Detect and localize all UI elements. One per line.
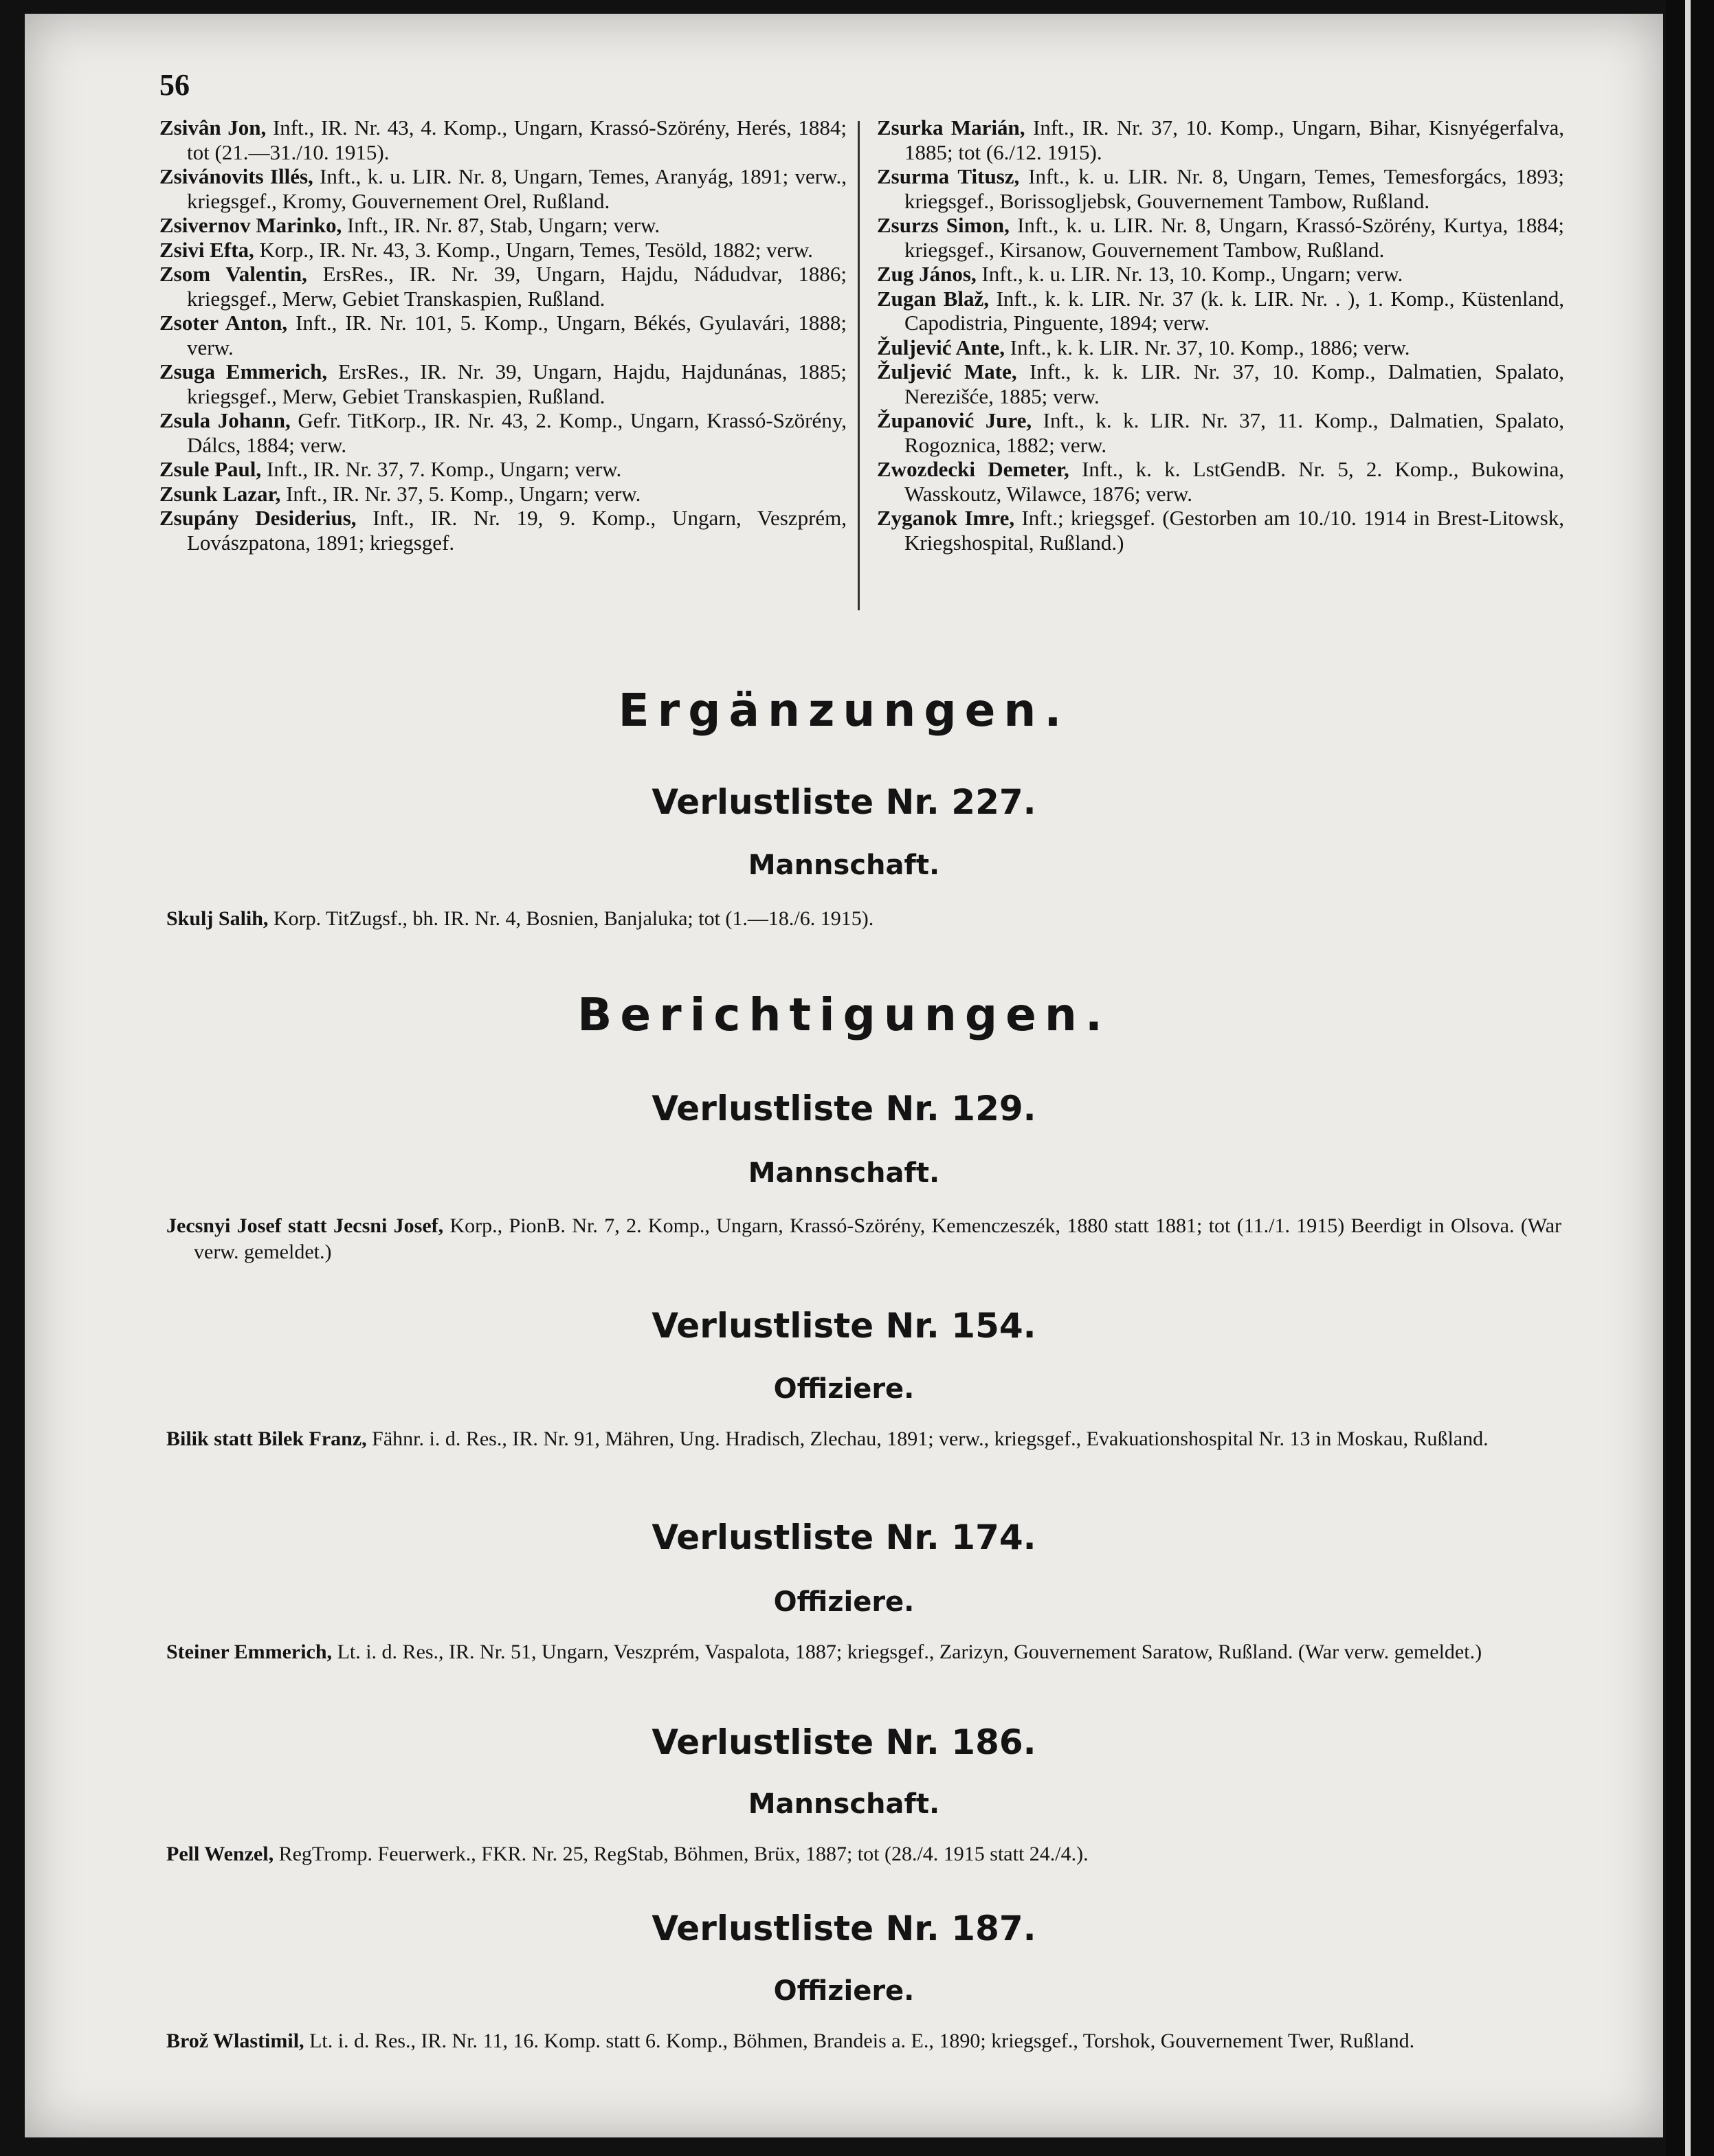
correction-entry: Brož Wlastimil, Lt. i. d. Res., IR. Nr. 11, 16. Komp. statt 6. Komp., Böhmen, Brandeis a. E., 1890; kriegsgef., Torshok, Gouvernement Twer, Rußland. — [166, 2030, 1415, 2052]
list-entry: Zugan Blaž, Inft., k. k. LIR. Nr. 37 (k. k. LIR. Nr. . ), 1. Komp., Küstenland, Capodistria, Pinguente, 1894; verw. — [877, 286, 1564, 335]
category-heading: Mannschaft. — [748, 849, 940, 881]
list-entry: Zsuga Emmerich, ErsRes., IR. Nr. 39, Ungarn, Hajdu, Hajdunánas, 1885; kriegsgef., Merw, Gebiet Transkaspien, Rußland. — [159, 359, 847, 408]
list-title-187: Verlustliste Nr. 187. — [652, 1909, 1036, 1948]
right-column — [877, 115, 1564, 555]
left-column — [159, 115, 847, 555]
list-title-154: Verlustliste Nr. 154. — [652, 1306, 1036, 1346]
list-entry: Zsurma Titusz, Inft., k. u. LIR. Nr. 8, Ungarn, Temes, Temesforgács, 1893; kriegsgef., Borissogljebsk, Gouvernement Tambow, Rußland. — [877, 164, 1565, 213]
list-entry: Žuljević Mate, Inft., k. k. LIR. Nr. 37, 10. Komp., Dalmatien, Spalato, Nerezišće, 1885; verw. — [877, 359, 1565, 408]
list-entry: Zsunk Lazar, Inft., IR. Nr. 37, 5. Komp., Ungarn; verw. — [159, 481, 641, 506]
list-entry: Zsoter Anton, Inft., IR. Nr. 101, 5. Komp., Ungarn, Békés, Gyulavári, 1888; verw. — [159, 311, 847, 359]
list-entry: Županović Jure, Inft., k. k. LIR. Nr. 37, 11. Komp., Dalmatien, Spalato, Rogoznica, 1882; verw. — [877, 408, 1564, 457]
category-heading: Mannschaft. — [748, 1157, 940, 1189]
category-heading: Offiziere. — [773, 1373, 915, 1405]
list-title-174: Verlustliste Nr. 174. — [652, 1518, 1036, 1557]
list-title-129: Verlustliste Nr. 129. — [652, 1089, 1036, 1129]
list-entry: Zsula Johann, Gefr. TitKorp., IR. Nr. 43, 2. Komp., Ungarn, Krassó-Szörény, Dálcs, 1884; verw. — [159, 408, 847, 457]
correction-entry: Skulj Salih, Korp. TitZugsf., bh. IR. Nr. 4, Bosnien, Banjaluka; tot (1.—18./6. 1915). — [166, 907, 874, 930]
list-entry: Zsivân Jon, Inft., IR. Nr. 43, 4. Komp., Ungarn, Krassó-Szörény, Herés, 1884; tot (21.—31./10. 1915). — [159, 115, 847, 164]
category-heading: Offiziere. — [773, 1586, 915, 1618]
correction-entry: Pell Wenzel, RegTromp. Feuerwerk., FKR. Nr. 25, RegStab, Böhmen, Brüx, 1887; tot (28./4. 1915 statt 24./4.). — [166, 1843, 1089, 1865]
list-entry: Žuljević Ante, Inft., k. k. LIR. Nr. 37, 10. Komp., 1886; verw. — [877, 335, 1410, 359]
section-title-ergaenzungen: Ergänzungen. — [618, 684, 1070, 737]
correction-entry: Jecsnyi Josef statt Jecsni Josef, Korp., PionB. Nr. 7, 2. Komp., Ungarn, Krassó-Szörény, Kemenczeszék, 1880 statt 1881; tot (11./1. 1915) Beerdigt in Olsova. (War verw. gemeldet.) — [166, 1214, 1562, 1263]
list-entry: Zsurka Marián, Inft., IR. Nr. 37, 10. Komp., Ungarn, Bihar, Kisnyégerfalva, 1885; tot (6./12. 1915). — [877, 115, 1564, 164]
scan-edge-line — [1685, 0, 1691, 2156]
column-divider — [858, 121, 860, 610]
section-title-berichtigungen: Berichtigungen. — [577, 988, 1111, 1041]
list-entry: Zyganok Imre, Inft.; kriegsgef. (Gestorben am 10./10. 1914 in Brest-Litowsk, Kriegshospital, Rußland.) — [877, 506, 1564, 555]
list-entry: Zsivánovits Illés, Inft., k. u. LIR. Nr. 8, Ungarn, Temes, Aranyág, 1891; verw., kriegsgef., Kromy, Gouvernement Orel, Rußland. — [159, 164, 847, 213]
list-entry: Zsom Valentin, ErsRes., IR. Nr. 39, Ungarn, Hajdu, Nádudvar, 1886; kriegsgef., Merw, Gebiet Transkaspien, Rußland. — [159, 262, 847, 311]
correction-entry: Steiner Emmerich, Lt. i. d. Res., IR. Nr. 51, Ungarn, Veszprém, Vaspalota, 1887; kriegsgef., Zarizyn, Gouvernement Saratow, Rußland. (War verw. gemeldet.) — [166, 1641, 1482, 1663]
category-heading: Offiziere. — [773, 1975, 915, 2007]
category-heading: Mannschaft. — [748, 1788, 940, 1820]
list-title-186: Verlustliste Nr. 186. — [652, 1722, 1036, 1762]
page-number: 56 — [159, 68, 190, 102]
list-entry: Zsivernov Marinko, Inft., IR. Nr. 87, Stab, Ungarn; verw. — [159, 213, 660, 237]
list-title-227: Verlustliste Nr. 227. — [652, 782, 1036, 822]
list-entry: Zwozdecki Demeter, Inft., k. k. LstGendB. Nr. 5, 2. Komp., Bukowina, Wasskoutz, Wilawce, 1876; verw. — [877, 457, 1564, 506]
list-entry: Zsurzs Simon, Inft., k. u. LIR. Nr. 8, Ungarn, Krassó-Szörény, Kurtya, 1884; kriegsgef., Kirsanow, Gouvernement Tambow, Rußland. — [877, 213, 1565, 262]
list-entry: Zsivi Efta, Korp., IR. Nr. 43, 3. Komp., Ungarn, Temes, Tesöld, 1882; verw. — [159, 237, 813, 262]
document-page — [25, 14, 1663, 2137]
list-entry: Zug János, Inft., k. u. LIR. Nr. 13, 10. Komp., Ungarn; verw. — [877, 262, 1403, 286]
list-entry: Zsupány Desiderius, Inft., IR. Nr. 19, 9. Komp., Ungarn, Veszprém, Lovászpatona, 1891; kriegsgef. — [159, 506, 847, 555]
list-entry: Zsule Paul, Inft., IR. Nr. 37, 7. Komp., Ungarn; verw. — [159, 457, 622, 481]
correction-entry: Bilik statt Bilek Franz, Fähnr. i. d. Res., IR. Nr. 91, Mähren, Ung. Hradisch, Zlechau, 1891; verw., kriegsgef., Evakuationshospital Nr. 13 in Moskau, Rußland. — [166, 1427, 1489, 1450]
